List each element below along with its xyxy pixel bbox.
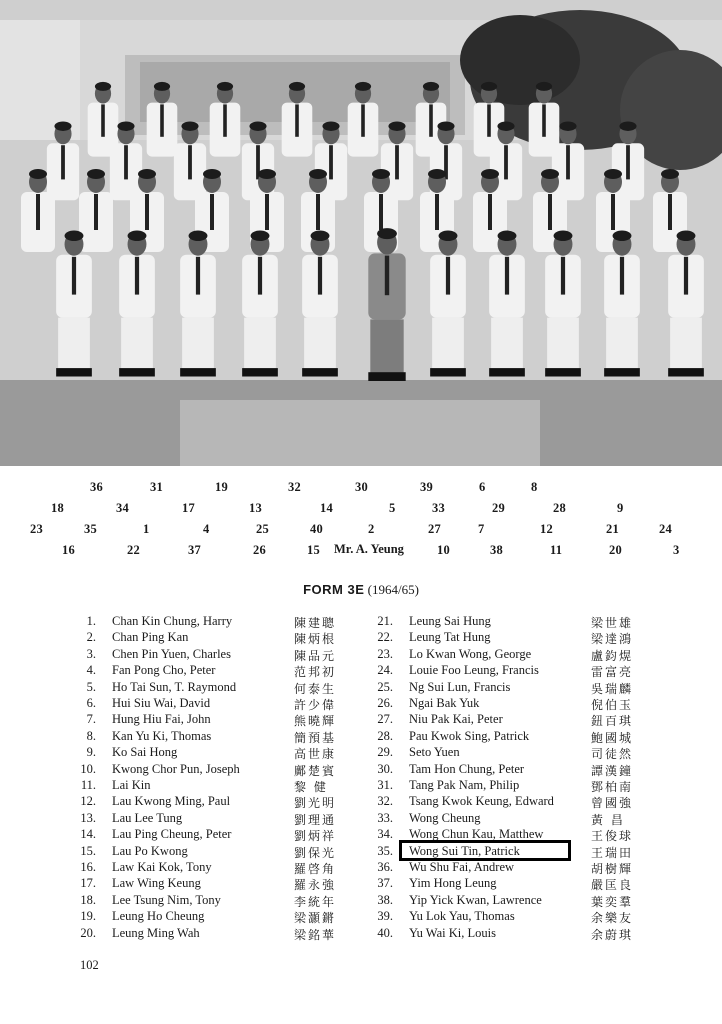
- key-number: 25: [256, 522, 269, 536]
- key-number: 23: [30, 522, 43, 536]
- key-number: 39: [420, 480, 433, 494]
- student-name-chinese: 熊曉輝: [294, 714, 337, 729]
- student-number: 7.: [86, 712, 96, 727]
- student-name-chinese: 梁銘華: [294, 927, 337, 942]
- student-name-chinese: 劉理通: [294, 812, 337, 827]
- student-number: 19.: [80, 909, 96, 924]
- key-number: 10: [437, 543, 450, 557]
- student-name-chinese: 劉保光: [294, 845, 337, 860]
- key-number: 6: [479, 480, 486, 494]
- key-number: 33: [432, 501, 445, 515]
- student-name-english: Yip Yick Kwan, Lawrence: [409, 892, 542, 907]
- key-number: 20: [609, 543, 622, 557]
- key-number: 28: [553, 501, 566, 515]
- student-name-english: Pau Kwok Sing, Patrick: [409, 728, 530, 743]
- student-number: 32.: [377, 794, 393, 809]
- student-name-chinese: 李統年: [294, 894, 337, 909]
- student-name-english: Tam Hon Chung, Peter: [409, 761, 525, 776]
- student-name-chinese: 范邦初: [294, 665, 337, 680]
- student-name-chinese: 鄧柏南: [591, 780, 634, 794]
- key-number: 34: [116, 501, 129, 515]
- student-name-english: Ng Sui Lun, Francis: [409, 679, 511, 694]
- student-number: 35.: [377, 843, 393, 858]
- student-name-english: Kwong Chor Pun, Joseph: [112, 761, 240, 776]
- student-name-chinese: 梁世雄: [591, 616, 634, 630]
- student-name-english: Lau Kwong Ming, Paul: [112, 794, 231, 809]
- student-name-chinese: 羅啓角: [294, 862, 337, 876]
- key-number: 29: [492, 501, 505, 515]
- student-number: 28.: [377, 728, 393, 743]
- student-name-english: Chen Pin Yuen, Charles: [112, 646, 231, 661]
- student-name-chinese: 何泰生: [294, 681, 337, 696]
- student-name-english: Chan Kin Chung, Harry: [112, 614, 233, 628]
- form-year: (1964/65): [367, 582, 419, 597]
- key-number: 24: [659, 522, 672, 536]
- student-number: 6.: [86, 696, 96, 710]
- student-number: 37.: [377, 876, 393, 891]
- student-number: 22.: [377, 630, 393, 645]
- student-name-chinese: 簡預基: [294, 730, 337, 745]
- student-number: 4.: [86, 663, 96, 678]
- student-name-english: Lee Tsung Nim, Tony: [112, 892, 221, 907]
- key-number: 36: [90, 480, 103, 494]
- student-number: 3.: [86, 646, 96, 661]
- key-number: 21: [606, 522, 619, 536]
- key-number: 12: [540, 522, 553, 536]
- student-name-english: Lau Po Kwong: [112, 843, 188, 858]
- student-name-chinese: 劉炳祥: [294, 829, 337, 844]
- student-number: 18.: [80, 892, 96, 907]
- key-number: 38: [490, 543, 503, 557]
- student-name-english: Yu Wai Ki, Louis: [409, 925, 496, 940]
- student-number: 16.: [80, 860, 96, 874]
- student-name-chinese: 盧鈞熀: [591, 648, 634, 663]
- student-name-chinese: 曾國強: [591, 796, 634, 811]
- student-name-chinese: 鈕百琪: [591, 714, 634, 729]
- key-number: 15: [307, 543, 320, 557]
- student-name-chinese: 鮑國城: [591, 730, 634, 745]
- student-name-english: Law Wing Keung: [112, 876, 201, 891]
- key-number: 40: [310, 522, 323, 536]
- form-title: FORM 3E: [303, 582, 365, 597]
- student-number: 10.: [80, 761, 96, 776]
- key-number: 32: [288, 480, 301, 494]
- key-number: 11: [550, 543, 563, 557]
- key-number: 8: [531, 480, 538, 494]
- student-name-english: Tang Pak Nam, Philip: [409, 778, 520, 792]
- student-number: 27.: [377, 712, 393, 727]
- student-number: 33.: [377, 810, 393, 825]
- student-name-english: Lau Ping Cheung, Peter: [112, 827, 232, 842]
- key-number: 27: [428, 522, 441, 536]
- student-name-english: Fan Pong Cho, Peter: [112, 663, 216, 678]
- student-number: 21.: [377, 614, 393, 628]
- student-number: 1.: [86, 614, 96, 628]
- student-name-english: Ko Sai Hong: [112, 745, 178, 760]
- student-name-english: Leung Tat Hung: [409, 630, 491, 645]
- student-name-chinese: 吳瑞麟: [591, 681, 634, 696]
- student-number: 11.: [80, 778, 96, 792]
- key-number: 30: [355, 480, 368, 494]
- key-number: 26: [253, 543, 266, 557]
- page-number: 102: [80, 958, 99, 972]
- student-name-chinese: 雷富亮: [591, 665, 634, 680]
- student-name-english: Chan Ping Kan: [112, 630, 189, 645]
- student-name-chinese: 鄺楚賓: [294, 763, 337, 778]
- key-number: 13: [249, 501, 262, 515]
- key-number: 4: [203, 522, 210, 536]
- student-number: 30.: [377, 761, 393, 776]
- student-name-chinese: 劉光明: [294, 796, 337, 811]
- student-name-english: Wong Chun Kau, Matthew: [409, 827, 544, 842]
- student-name-english: Wu Shu Fai, Andrew: [409, 860, 515, 874]
- student-name-chinese: 余蔚琪: [591, 927, 634, 942]
- student-name-chinese: 高世康: [294, 747, 337, 762]
- student-name-english: Lau Lee Tung: [112, 810, 183, 825]
- student-name-chinese: 葉奕羣: [591, 894, 634, 909]
- student-number: 15.: [80, 843, 96, 858]
- key-number: 1: [143, 522, 150, 536]
- key-number: 37: [188, 543, 201, 557]
- key-number: 18: [51, 501, 64, 515]
- student-number: 38.: [377, 892, 393, 907]
- student-number: 8.: [86, 728, 96, 743]
- student-name-chinese: 黃 昌: [591, 812, 625, 827]
- student-number: 12.: [80, 794, 96, 809]
- student-name-chinese: 陳炳根: [294, 632, 337, 647]
- highlight-box: [399, 840, 571, 861]
- teacher-label: Mr. A. Yeung: [334, 542, 404, 556]
- student-number: 9.: [86, 745, 96, 760]
- key-number: 19: [215, 480, 228, 494]
- student-name-english: Wong Cheung: [409, 810, 481, 825]
- student-number: 25.: [377, 679, 393, 694]
- student-number: 31.: [377, 778, 393, 792]
- student-name-english: Ho Tai Sun, T. Raymond: [112, 679, 237, 694]
- student-name-chinese: 羅永強: [294, 878, 337, 893]
- student-name-english: Hui Siu Wai, David: [112, 696, 211, 710]
- key-number: 35: [84, 522, 97, 536]
- student-name-english: Hung Hiu Fai, John: [112, 712, 211, 727]
- student-name-english: Law Kai Kok, Tony: [112, 860, 212, 874]
- student-name-english: Yu Lok Yau, Thomas: [409, 909, 515, 924]
- student-name-chinese: 嚴匡良: [591, 878, 634, 893]
- student-name-english: Louie Foo Leung, Francis: [409, 663, 539, 678]
- student-number: 26.: [377, 696, 393, 710]
- key-number: 9: [617, 501, 624, 515]
- key-number: 22: [127, 543, 140, 557]
- student-name-chinese: 譚漢鐘: [591, 763, 634, 778]
- student-number: 29.: [377, 745, 393, 760]
- key-number: 7: [478, 522, 485, 536]
- student-name-chinese: 胡樹輝: [591, 862, 634, 876]
- student-number: 20.: [80, 925, 96, 940]
- student-name-chinese: 王俊球: [591, 829, 634, 844]
- student-name-chinese: 倪伯玉: [591, 698, 634, 712]
- student-name-chinese: 梁灝鏘: [294, 911, 337, 926]
- key-number: 31: [150, 480, 163, 494]
- student-name-chinese: 黎 健: [294, 780, 328, 794]
- key-number: 16: [62, 543, 75, 557]
- student-name-chinese: 梁達鴻: [591, 632, 634, 647]
- student-number: 2.: [86, 630, 96, 645]
- student-number: 13.: [80, 810, 96, 825]
- key-number: 14: [320, 501, 333, 515]
- student-name-english: Leung Sai Hung: [409, 614, 491, 628]
- key-number: 3: [673, 543, 680, 557]
- student-name-chinese: 司徒然: [591, 747, 634, 762]
- student-number: 5.: [86, 679, 96, 694]
- student-name-english: Niu Pak Kai, Peter: [409, 712, 503, 727]
- student-name-english: Leung Ming Wah: [112, 925, 200, 940]
- student-name-chinese: 陳建聰: [294, 616, 337, 630]
- student-name-english: Leung Ho Cheung: [112, 909, 205, 924]
- student-name-chinese: 許少偉: [294, 698, 337, 712]
- student-number: 36.: [377, 860, 393, 874]
- student-name-chinese: 余樂友: [591, 911, 634, 926]
- student-name-english: Seto Yuen: [409, 745, 460, 760]
- student-name-english: Wong Sui Tin, Patrick: [409, 843, 520, 858]
- student-number: 23.: [377, 646, 393, 661]
- class-group-photo: [0, 0, 722, 466]
- student-name-chinese: 王瑞田: [591, 845, 634, 860]
- student-number: 24.: [377, 663, 393, 678]
- student-name-chinese: 陳品元: [294, 648, 337, 663]
- student-name-english: Lai Kin: [112, 778, 151, 792]
- student-name-english: Ngai Bak Yuk: [409, 696, 480, 710]
- key-number: 5: [389, 501, 396, 515]
- student-name-english: Tsang Kwok Keung, Edward: [409, 794, 554, 809]
- student-name-english: Yim Hong Leung: [409, 876, 497, 891]
- student-number: 40.: [377, 925, 393, 940]
- key-number: 2: [368, 522, 375, 536]
- student-name-english: Lo Kwan Wong, George: [409, 646, 532, 661]
- student-number: 39.: [377, 909, 393, 924]
- student-number: 34.: [377, 827, 393, 842]
- student-number: 14.: [80, 827, 96, 842]
- form-heading: [0, 582, 722, 598]
- key-number: 17: [182, 501, 195, 515]
- student-name-english: Kan Yu Ki, Thomas: [112, 728, 212, 743]
- student-number: 17.: [80, 876, 96, 891]
